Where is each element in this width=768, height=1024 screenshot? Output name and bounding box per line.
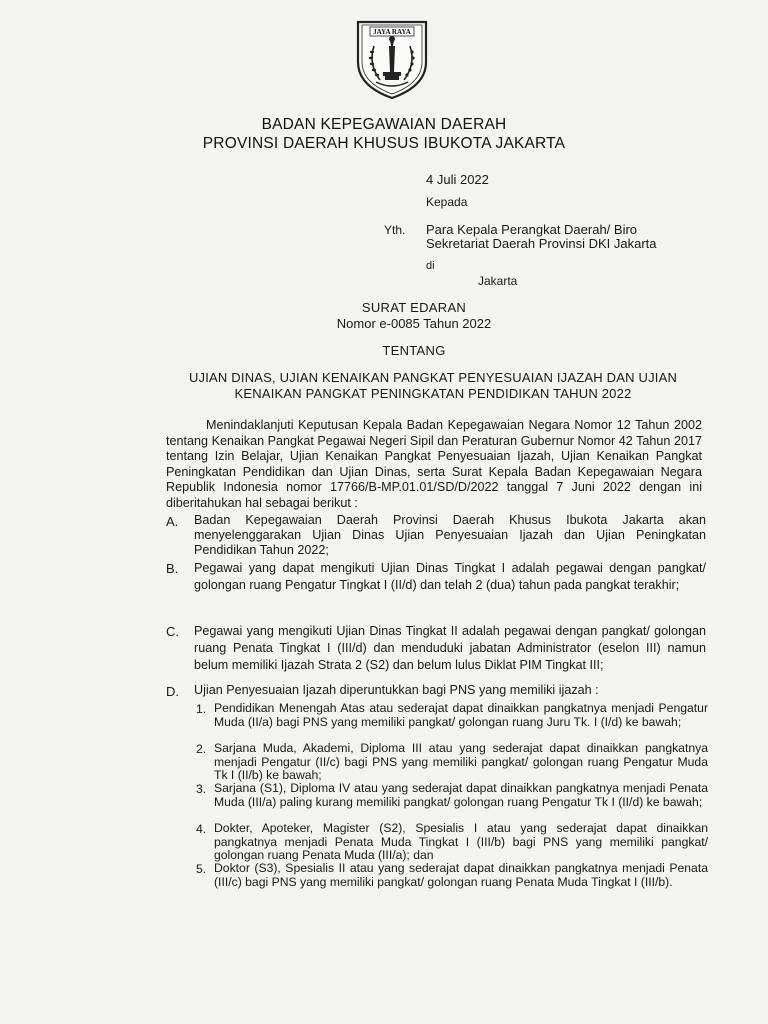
document-number: Nomor e-0085 Tahun 2022 <box>336 316 492 331</box>
kepada-label: Kepada <box>426 195 468 209</box>
subitem-num-3: 3. <box>196 782 207 796</box>
yth-label: Yth. <box>384 223 406 237</box>
item-text-a: Badan Kepegawaian Daerah Provinsi Daerah Khusus Ibukota Jakarta akan menyelenggarakan Ujian Dinas Ujian Penyesuaian Ijazah dan Ujian Peningkatan Pendidikan Tahun 2022; <box>194 513 706 558</box>
addressee-line1: Para Kepala Perangkat Daerah/ Biro <box>426 222 638 237</box>
city-label: Jakarta <box>478 274 518 288</box>
emblem-text: JAYA RAYA <box>373 28 411 36</box>
intro-paragraph: Menindaklanjuti Keputusan Kepala Badan Kepegawaian Negara Nomor 12 Tahun 2002 tentang Kenaikan Pangkat Pegawai Negeri Sipil dan Peraturan Gubernur Nomor 42 Tahun 2017 tentang Izin Belajar, Ujian Kenaikan Pangkat Penyesuaian Ijazah, Ujian Kenaikan Pangkat Peningkatan Pendidikan dan Ujian Dinas, serta Surat Kepala Badan Kepegawaian Negara Republik Indonesia nomor 17766/B-MP.01.01/SD/D/2022 tanggal 7 Juni 2022 dengan ini diberitahukan hal sebagai berikut : <box>166 418 702 510</box>
subject-line1: UJIAN DINAS, UJIAN KENAIKAN PANGKAT PENYESUAIAN IJAZAH DAN UJIAN <box>188 370 678 385</box>
item-text-d: Ujian Penyesuaian Ijazah diperuntukkan bagi PNS yang memiliki ijazah : <box>194 683 599 697</box>
agency-name-line2: PROVINSI DAERAH KHUSUS IBUKOTA JAKARTA <box>202 135 566 152</box>
subitem-text-5: Doktor (S3), Spesialis II atau yang sederajat dapat dinaikkan pangkatnya menjadi Penata (III/c) bagi PNS yang memiliki pangkat/ golongan ruang Penata Muda Tingkat I (III/b). <box>214 861 708 889</box>
letter-date: 4 Juli 2022 <box>426 172 489 187</box>
item-text-c: Pegawai yang mengikuti Ujian Dinas Tingkat II adalah pegawai dengan pangkat/ golongan ruang Penata Tingkat I (III/d) dan menduduki jabatan Administrator (eselon III) namun belum memiliki Ijazah Strata 2 (S2) dan belum lulus Diklat PIM Tingkat III; <box>194 624 706 672</box>
agency-name-line1: BADAN KEPEGAWAIAN DAERAH <box>261 116 507 133</box>
subject-line2: KENAIKAN PANGKAT PENINGKATAN PENDIDIKAN TAHUN 2022 <box>234 386 632 401</box>
subitem-text-1: Pendidikan Menengah Atas atau sederajat dapat dinaikkan pangkatnya menjadi Pengatur Muda (II/a) bagi PNS yang memiliki pangkat/ golongan ruang Juru Tk. I (I/d) ke bawah; <box>214 701 708 729</box>
subitem-text-4: Dokter, Apoteker, Magister (S2), Spesialis I atau yang sederajat dapat dinaikkan pangkatnya menjadi Penata Muda Tingkat I (III/b) bagi PNS yang memiliki pangkat/ golongan ruang Penata Muda (III/a); dan <box>214 821 708 863</box>
subitem-text-2: Sarjana Muda, Akademi, Diploma III atau yang sederajat dapat dinaikkan pangkatnya menjadi Pengatur (II/c) bagi PNS yang memiliki pangkat/ golongan ruang Pengatur Muda Tk I (II/b) ke bawah; <box>214 741 708 783</box>
item-letter-a: A. <box>166 514 179 529</box>
item-letter-d: D. <box>166 684 179 699</box>
subitem-num-1: 1. <box>196 702 207 716</box>
document-type: SURAT EDARAN <box>361 300 467 315</box>
subitem-num-4: 4. <box>196 822 207 836</box>
subitem-num-5: 5. <box>196 862 207 876</box>
di-label: di <box>426 260 435 272</box>
addressee-line2: Sekretariat Daerah Provinsi DKI Jakarta <box>426 236 657 251</box>
jakarta-emblem-logo <box>354 16 430 100</box>
item-text-b: Pegawai yang dapat mengikuti Ujian Dinas Tingkat I adalah pegawai dengan pangkat/ golongan ruang Pengatur Tingkat I (II/d) dan telah 2 (dua) tahun pada pangkat terakhir; <box>194 561 706 592</box>
item-letter-c: C. <box>166 624 179 639</box>
subitem-num-2: 2. <box>196 742 207 756</box>
item-letter-b: B. <box>166 561 179 576</box>
tentang-label: TENTANG <box>382 343 446 358</box>
subitem-text-3: Sarjana (S1), Diploma IV atau yang sederajat dapat dinaikkan pangkatnya menjadi Penata Muda (III/a) paling kurang memiliki pangkat/ golongan ruang Pengatur Tk I (II/d) ke bawah; <box>214 781 708 809</box>
